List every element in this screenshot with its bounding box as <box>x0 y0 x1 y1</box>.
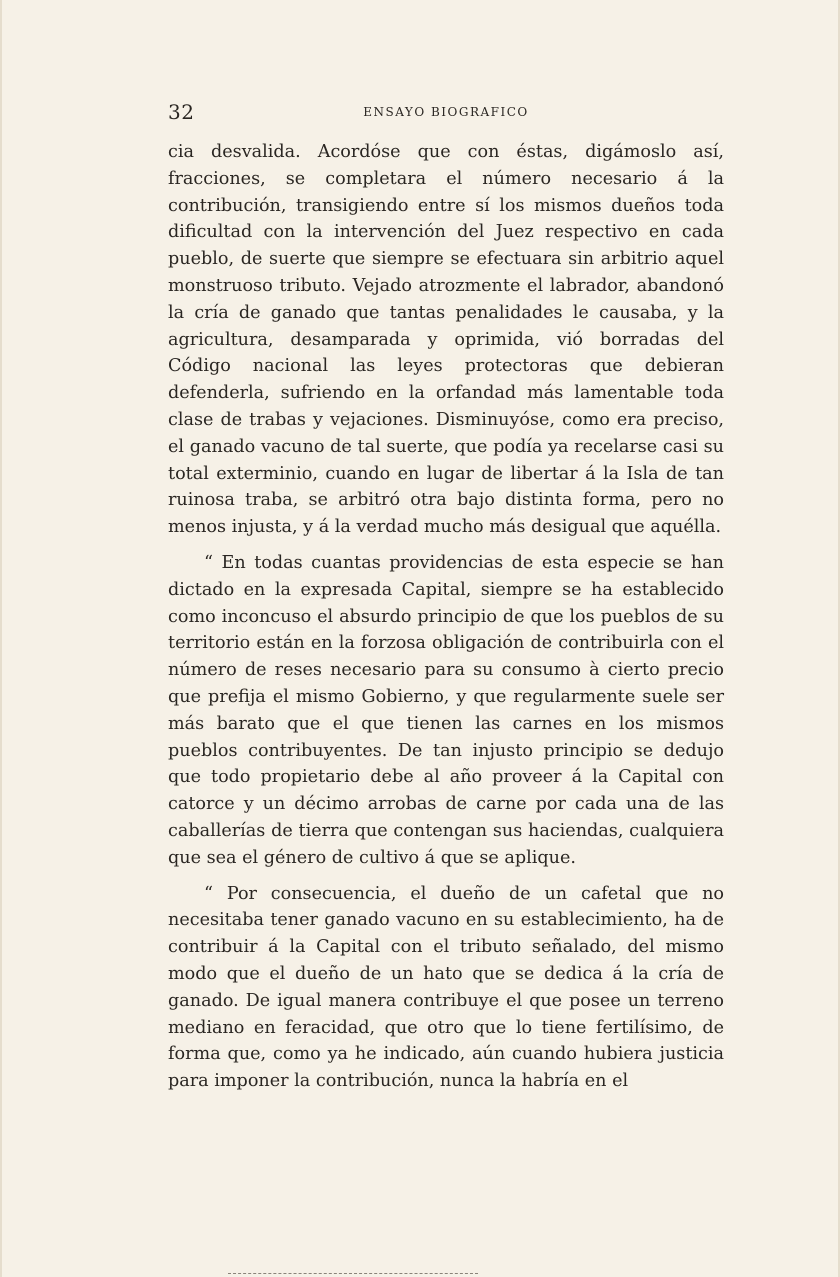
running-head <box>168 100 724 126</box>
body-text <box>168 139 724 1095</box>
bottom-rule <box>228 1273 478 1274</box>
paragraph-quote-consecuencia: “ Por consecuencia, el dueño de un cafetal que no necesitaba tener ganado vacuno en su establecimiento, ha de contribuir á la Capital con el tributo señalado, del mismo modo que el dueño de un hato que se dedica á la cría de ganado. De igual manera contribuye el que posee un terreno mediano en feracidad, que otro que lo tiene fertilísimo, de forma que, como ya he indicado, aún cuando hubiera justicia para imponer la contribución, nunca la habría en el <box>168 883 724 1092</box>
paragraph-continued: cia desvalida. Acordóse que con éstas, digámoslo así, fracciones, se completara el número necesario á la contribución, transigiendo entre sí los mismos dueños toda dificultad con la intervención del Juez respectivo en cada pueblo, de suerte que siempre se efectuara sin arbitrio aquel monstruoso tributo. Vejado atrozmente el labrador, abandonó la cría de ganado que tantas penalidades le causaba, y la agricultura, desamparada y oprimida, vió borradas del Código nacional las leyes protectoras que debieran defenderla, sufriendo en la orfandad más lamentable toda clase de trabas y vejaciones. Disminuyóse, como era preciso, el ganado vacuno de tal suerte, que podía ya recelarse casi su total exterminio, cuando en lugar de libertar á la Isla de tan ruinosa traba, se arbitró otra bajo distinta forma, pero no menos injusta, y á la verdad mucho más desigual que aquélla. <box>168 142 724 538</box>
paragraph-quote-providencias: “ En todas cuantas providencias de esta especie se han dictado en la expresada Capital, siempre se ha establecido como inconcuso el absurdo principio de que los pueblos de su territorio están en la forzosa obligación de contribuirla con el número de reses necesario para su consumo à cierto precio que prefija el mismo Gobierno, y que regularmente suele ser más barato que el que tienen las carnes en los mismos pueblos contribuyentes. De tan injusto principio se dedujo que todo propietario debe al año proveer á la Capital con catorce y un décimo arrobas de carne por cada una de las caballerías de tierra que contengan sus haciendas, cualquiera que sea el género de cultivo á que se aplique. <box>168 552 724 868</box>
page-edge-left <box>0 0 2 1277</box>
running-head-title: ENSAYO BIOGRAFICO <box>363 105 529 119</box>
page-number: 32 <box>168 100 195 124</box>
